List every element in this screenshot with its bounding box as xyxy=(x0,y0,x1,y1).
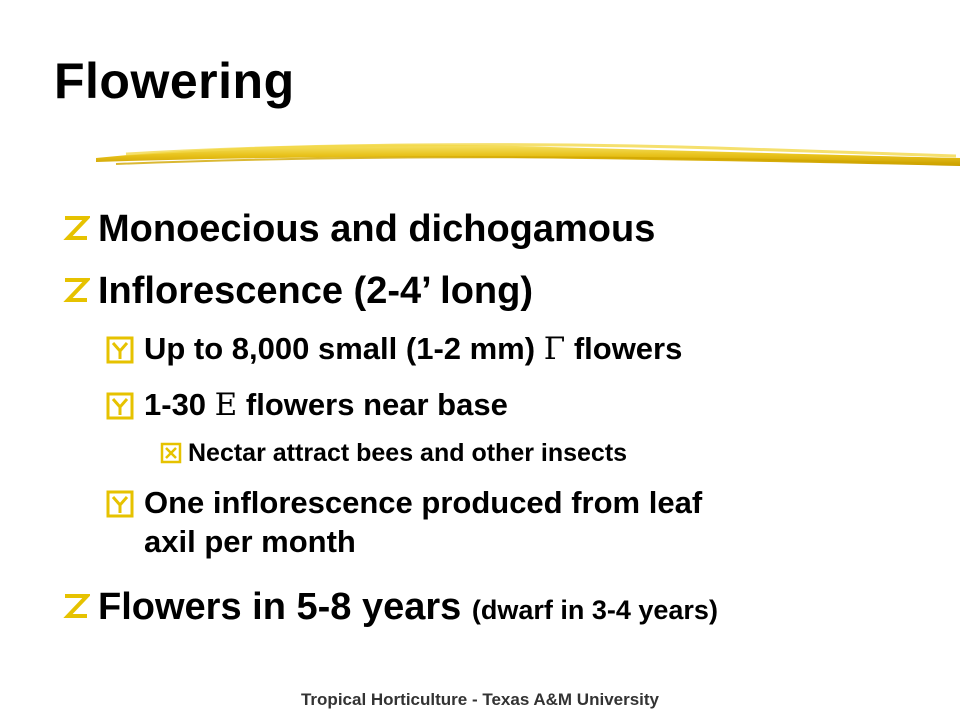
slide-title: Flowering xyxy=(54,53,295,109)
bullet-z-icon xyxy=(62,214,98,242)
bullet-monoecious xyxy=(62,206,655,254)
bullet-y-checkbox-icon xyxy=(106,490,144,518)
bullet-text-tail: flowers near base xyxy=(237,387,508,422)
bullet-staminate-flowers xyxy=(106,330,682,369)
bullet-text: Nectar attract bees and other insects xyxy=(188,439,628,467)
bullet-monthly-inflorescence xyxy=(106,484,702,562)
bullet-nectar xyxy=(160,438,627,469)
bullet-x-checkbox-icon xyxy=(160,442,188,464)
bullet-text: Flowers in 5-8 years xyxy=(98,586,462,628)
bullet-inflorescence xyxy=(62,268,533,316)
title-underline-stroke xyxy=(96,132,960,176)
bullet-z-icon xyxy=(62,592,98,620)
bullet-text-tail: flowers xyxy=(565,331,683,366)
bullet-text: Inflorescence (2-4’ long) xyxy=(98,270,533,312)
bullet-y-checkbox-icon xyxy=(106,392,144,420)
bullet-text: Up to 8,000 small (1-2 mm) xyxy=(144,331,544,366)
pistillate-symbol: Ε xyxy=(214,387,238,423)
staminate-symbol: Γ xyxy=(543,331,566,367)
bullet-text: 1-30 xyxy=(144,387,215,422)
bullet-z-icon xyxy=(62,276,98,304)
bullet-text: Monoecious and dichogamous xyxy=(98,208,656,250)
bullet-text-line2: axil per month xyxy=(144,523,356,559)
slide-footer: Tropical Horticulture - Texas A&M University xyxy=(300,690,660,709)
bullet-y-checkbox-icon xyxy=(106,336,144,364)
bullet-note: (dwarf in 3-4 years) xyxy=(471,595,718,625)
bullet-flowering-age xyxy=(62,584,718,632)
bullet-text-line1: One inflorescence produced from leaf xyxy=(144,485,703,520)
bullet-pistillate-flowers xyxy=(106,386,508,425)
